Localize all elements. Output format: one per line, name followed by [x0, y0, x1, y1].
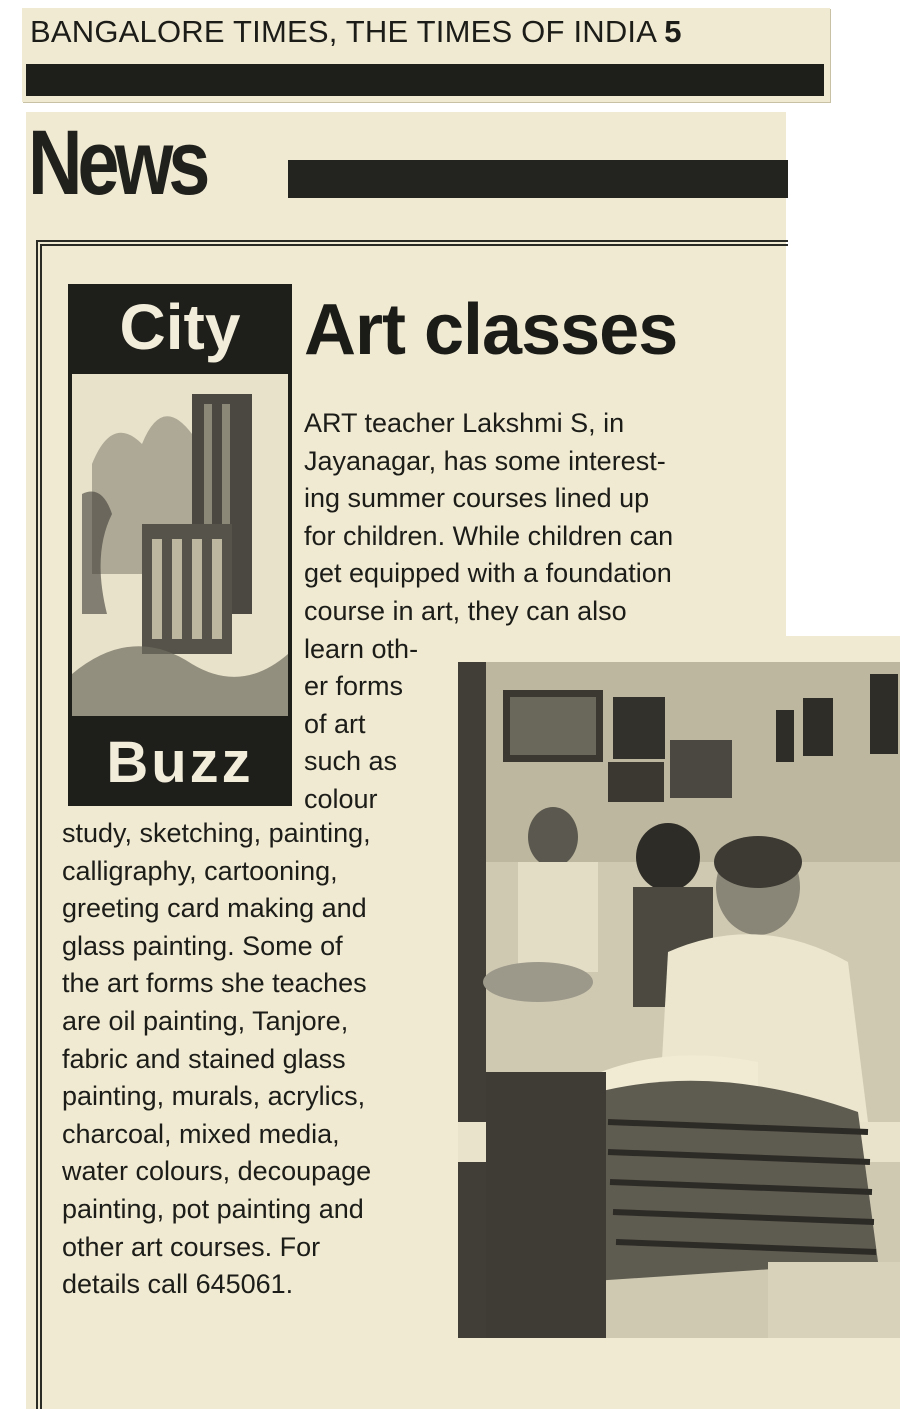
body-line: are oil painting, Tanjore,: [62, 1005, 349, 1036]
children-painting-photo: [458, 662, 900, 1338]
body-line: greeting card making and: [62, 893, 367, 924]
masthead: [30, 14, 830, 54]
body-line: Jayanagar, has some interest-: [304, 445, 666, 476]
body-line: water colours, decoupage: [62, 1156, 372, 1187]
article-body-wide: [62, 815, 462, 1304]
section-title: News: [28, 112, 206, 214]
body-line: ing summer courses lined up: [304, 483, 650, 514]
body-line: get equipped with a foundation: [304, 558, 672, 589]
article-photo: [458, 662, 900, 1338]
body-line: calligraphy, cartooning,: [62, 855, 338, 886]
column-badge-top: City: [68, 284, 292, 370]
body-line: for children. While children can: [304, 520, 674, 551]
body-line: er forms: [304, 671, 404, 702]
body-line: course in art, they can also: [304, 595, 627, 626]
body-line: details call 645061.: [62, 1269, 294, 1300]
body-line: charcoal, mixed media,: [62, 1118, 340, 1149]
city-skyline-illustration: [72, 374, 288, 716]
body-line: such as: [304, 746, 398, 777]
body-line: painting, murals, acrylics,: [62, 1081, 366, 1112]
masthead-rule: [26, 64, 824, 96]
body-line: study, sketching, painting,: [62, 818, 371, 848]
column-badge-illustration: [68, 370, 292, 720]
body-line: the art forms she teaches: [62, 968, 367, 999]
body-line: fabric and stained glass: [62, 1043, 346, 1074]
section-rule: [288, 160, 788, 198]
body-line: ART teacher Lakshmi S, in: [304, 408, 625, 438]
body-line: learn oth-: [304, 633, 419, 664]
page-number: 5: [664, 14, 682, 49]
body-line: glass painting. Some of: [62, 930, 343, 961]
body-line: painting, pot painting and: [62, 1193, 364, 1224]
body-line: other art courses. For: [62, 1231, 321, 1262]
body-line: of art: [304, 708, 366, 739]
masthead-title: BANGALORE TIMES, THE TIMES OF INDIA: [30, 14, 656, 49]
body-line: colour: [304, 783, 378, 814]
column-badge-bottom: Buzz: [68, 720, 292, 806]
article-headline: Art classes: [304, 290, 678, 370]
